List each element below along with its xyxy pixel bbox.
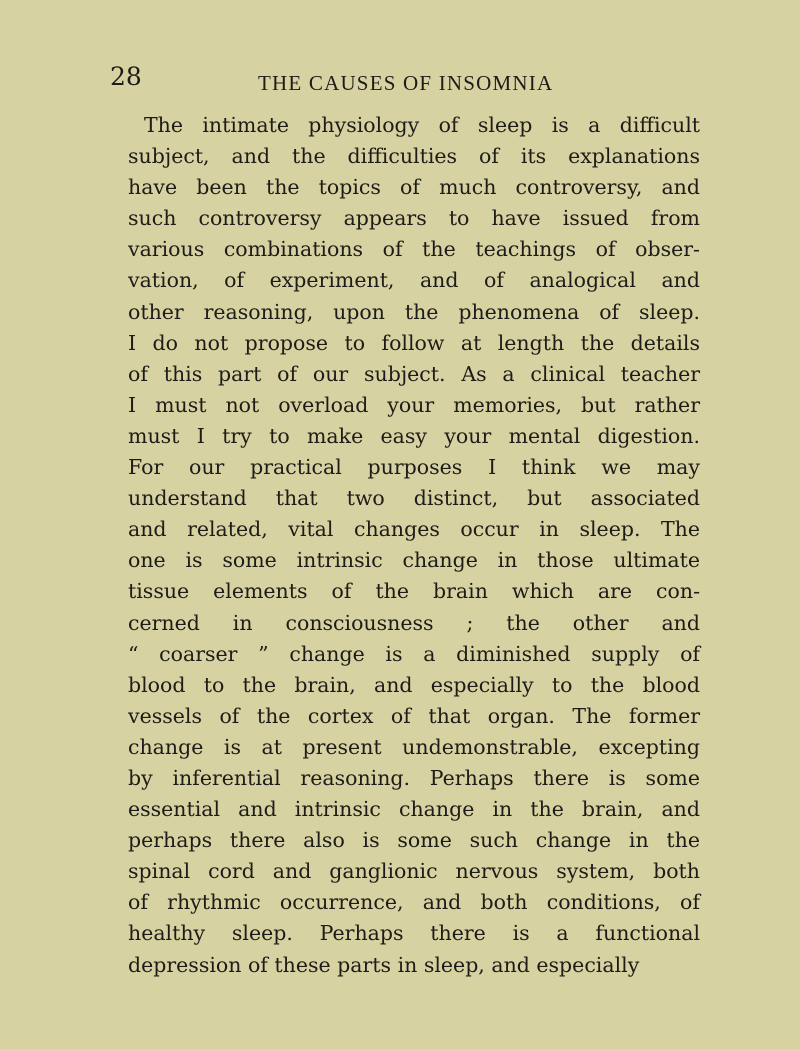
text-line: blood to the brain, and especially to the blood: [128, 672, 700, 697]
text-line: one is some intrinsic change in those ultimate: [128, 548, 700, 573]
text-line: change is at present undemonstrable, excepting: [128, 734, 700, 759]
text-line: vessels of the cortex of that organ. The former: [128, 703, 700, 728]
text-line: other reasoning, upon the phenomena of sleep.: [128, 299, 700, 324]
text-line: of rhythmic occurrence, and both conditions, of: [128, 890, 700, 915]
text-line: by inferential reasoning. Perhaps there is some: [128, 765, 700, 790]
text-line: cerned in consciousness ; the other and: [128, 610, 700, 635]
text-line: I must not overload your memories, but rather: [128, 392, 700, 417]
text-line: understand that two distinct, but associated: [128, 486, 700, 511]
text-line: perhaps there also is some such change in the: [128, 828, 700, 853]
text-line: various combinations of the teachings of obser-: [128, 237, 700, 262]
body-paragraph: [128, 110, 700, 981]
text-line: I do not propose to follow at length the details: [128, 330, 700, 355]
text-line: such controversy appears to have issued from: [128, 206, 700, 231]
text-line: The intimate physiology of sleep is a difficult: [144, 113, 700, 137]
text-line: vation, of experiment, and of analogical and: [128, 268, 700, 293]
text-line: subject, and the difficulties of its explanations: [128, 144, 700, 169]
text-line: tissue elements of the brain which are con-: [128, 579, 700, 604]
text-line: For our practical purposes I think we may: [128, 455, 700, 480]
text-line: spinal cord and ganglionic nervous system, both: [128, 859, 700, 884]
running-head: THE CAUSES OF INSOMNIA: [258, 71, 554, 95]
page-number: 28: [110, 62, 142, 91]
text-line: have been the topics of much controversy, and: [128, 175, 700, 200]
text-line: must I try to make easy your mental digestion.: [128, 423, 700, 448]
text-line: of this part of our subject. As a clinical teacher: [128, 361, 700, 386]
text-line: and related, vital changes occur in sleep. The: [128, 517, 700, 542]
text-line: healthy sleep. Perhaps there is a functional: [128, 921, 700, 946]
text-line: “ coarser ” change is a diminished supply of: [128, 641, 700, 666]
text-line: depression of these parts in sleep, and especially: [128, 952, 640, 977]
text-line: essential and intrinsic change in the brain, and: [128, 797, 700, 822]
